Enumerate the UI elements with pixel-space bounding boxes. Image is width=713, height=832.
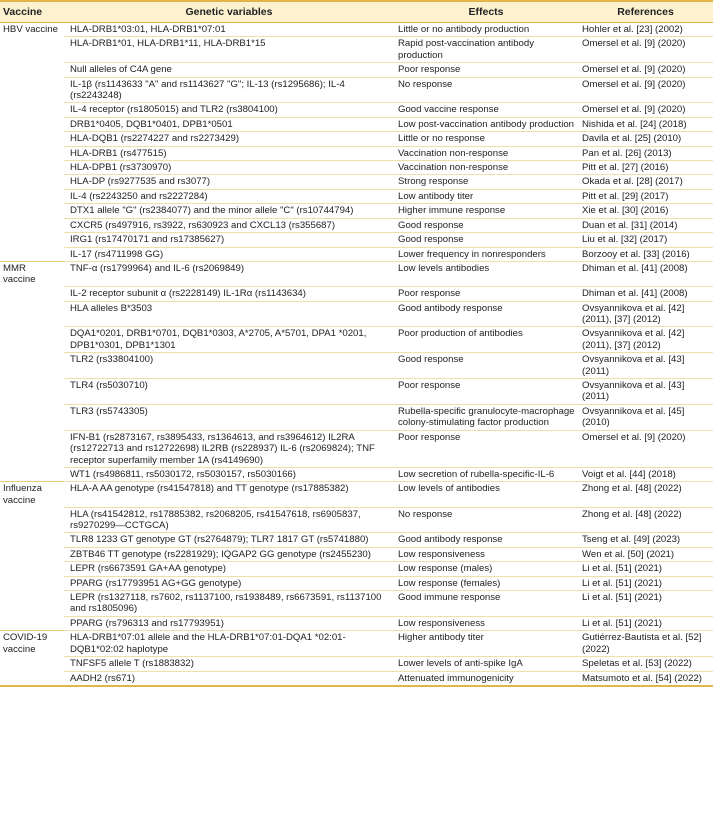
table-row bbox=[0, 63, 713, 77]
vaccine-cell bbox=[0, 353, 64, 379]
genetic-variable-cell: IRG1 (rs17470171 and rs17385627) bbox=[64, 233, 394, 247]
table-row bbox=[0, 353, 713, 379]
genetic-variable-cell: DQA1*0201, DRB1*0701, DQB1*0303, A*2705, A*5701, DPA1 *0201, DPB1*0301, DPB1*1301 bbox=[64, 327, 394, 353]
reference-cell: Pitt et al. [29] (2017) bbox=[578, 189, 713, 203]
reference-cell: Liu et al. [32] (2017) bbox=[578, 233, 713, 247]
effect-cell: No response bbox=[394, 77, 578, 103]
genetic-variable-cell: LEPR (rs6673591 GA+AA genotype) bbox=[64, 562, 394, 576]
vaccine-cell bbox=[0, 430, 64, 467]
vaccine-cell bbox=[0, 218, 64, 232]
reference-cell: Ovsyannikova et al. [42] (2011), [37] (2012) bbox=[578, 327, 713, 353]
genetic-variable-cell: IL-2 receptor subunit α (rs2228149) IL-1Rα (rs1143634) bbox=[64, 287, 394, 301]
reference-cell: Pitt et al. [27] (2016) bbox=[578, 161, 713, 175]
genetic-variable-cell: PPARG (rs796313 and rs17793951) bbox=[64, 616, 394, 630]
vaccine-cell: HBV vaccine bbox=[3, 24, 58, 35]
vaccine-cell bbox=[0, 63, 64, 77]
vaccine-cell bbox=[0, 175, 64, 189]
reference-cell: Nishida et al. [24] (2018) bbox=[578, 117, 713, 131]
reference-cell: Omersel et al. [9] (2020) bbox=[578, 77, 713, 103]
table-row bbox=[0, 146, 713, 160]
genetic-variable-cell: IFN-B1 (rs2873167, rs3895433, rs1364613, and rs3964612) IL2RA (rs12722713 and rs12722698) IL2RB (rs228937) IL-6 (rs2069824); TNF receptor superfamily member 1A (rs4149690) bbox=[64, 430, 394, 467]
effect-cell: Little or no response bbox=[394, 132, 578, 146]
genetic-variable-cell: IL-17 (rs4711998 GG) bbox=[64, 247, 394, 261]
effect-cell: Lower frequency in nonresponders bbox=[394, 247, 578, 261]
reference-cell: Omersel et al. [9] (2020) bbox=[578, 63, 713, 77]
vaccine-cell bbox=[0, 562, 64, 576]
reference-cell: Wen et al. [50] (2021) bbox=[578, 547, 713, 561]
effect-cell: Low responsiveness bbox=[394, 547, 578, 561]
vaccine-cell bbox=[0, 204, 64, 218]
effect-cell: Good antibody response bbox=[394, 301, 578, 327]
genetic-variable-cell: TLR2 (rs33804100) bbox=[64, 353, 394, 379]
genetic-variable-cell: HLA-A AA genotype (rs41547818) and TT genotype (rs17885382) bbox=[64, 482, 394, 507]
table-header bbox=[0, 1, 713, 23]
genetic-variable-cell: HLA-DRB1*01, HLA-DRB1*11, HLA-DRB1*15 bbox=[64, 37, 394, 63]
table-row bbox=[0, 175, 713, 189]
table-row bbox=[0, 218, 713, 232]
effect-cell: Poor response bbox=[394, 63, 578, 77]
genetic-variable-cell: HLA-DRB1*03:01, HLA-DRB1*07:01 bbox=[64, 23, 394, 37]
effect-cell: No response bbox=[394, 507, 578, 533]
vaccine-cell bbox=[0, 404, 64, 430]
genetic-variable-cell: Null alleles of C4A gene bbox=[64, 63, 394, 77]
reference-cell: Okada et al. [28] (2017) bbox=[578, 175, 713, 189]
effect-cell: Poor production of antibodies bbox=[394, 327, 578, 353]
reference-cell: Matsumoto et al. [54] (2022) bbox=[578, 671, 713, 686]
genetic-variable-cell: DRB1*0405, DQB1*0401, DPB1*0501 bbox=[64, 117, 394, 131]
table-body bbox=[0, 23, 713, 686]
genetic-variable-cell: LEPR (rs1327118, rs7602, rs1137100, rs1938489, rs6673591, rs1137100 and rs1805096) bbox=[64, 591, 394, 617]
reference-cell: Duan et al. [31] (2014) bbox=[578, 218, 713, 232]
vaccine-cell bbox=[0, 77, 64, 103]
vaccine-cell bbox=[0, 467, 64, 481]
table-row bbox=[0, 161, 713, 175]
genetic-variable-cell: TLR4 (rs5030710) bbox=[64, 379, 394, 405]
vaccine-cell: COVID-19 vaccine bbox=[0, 631, 64, 657]
table-row bbox=[0, 616, 713, 630]
header-genetic-variables: Genetic variables bbox=[64, 1, 394, 23]
reference-cell: Ovsyannikova et al. [43] (2011) bbox=[578, 353, 713, 379]
genetic-variable-cell: PPARG (rs17793951 AG+GG genotype) bbox=[64, 576, 394, 590]
vaccine-cell bbox=[0, 247, 64, 261]
genetic-variable-cell: IL-1β (rs1143633 "A" and rs1143627 "G"; IL-13 (rs1295686); IL-4 (rs2243248) bbox=[64, 77, 394, 103]
reference-cell: Ovsyannikova et al. [42] (2011), [37] (2012) bbox=[578, 301, 713, 327]
table-row bbox=[0, 189, 713, 203]
vaccine-cell: Influenza vaccine bbox=[0, 482, 64, 507]
table-row bbox=[0, 204, 713, 218]
vaccine-cell bbox=[0, 132, 64, 146]
reference-cell: Dhiman et al. [41] (2008) bbox=[578, 287, 713, 301]
effect-cell: Good response bbox=[394, 233, 578, 247]
genetic-variable-cell: DTX1 allele "G" (rs2384077) and the minor allele "C" (rs10744794) bbox=[64, 204, 394, 218]
vaccine-cell bbox=[0, 117, 64, 131]
table-row bbox=[0, 261, 713, 286]
vaccine-cell bbox=[0, 301, 64, 327]
table-row bbox=[0, 657, 713, 671]
effect-cell: Low response (females) bbox=[394, 576, 578, 590]
reference-cell: Borzooy et al. [33] (2016) bbox=[578, 247, 713, 261]
genetic-variable-cell: ZBTB46 TT genotype (rs2281929); IQGAP2 GG genotype (rs2455230) bbox=[64, 547, 394, 561]
vaccine-cell bbox=[0, 103, 64, 117]
vaccine-cell bbox=[0, 547, 64, 561]
vaccine-cell bbox=[0, 533, 64, 547]
table-row bbox=[0, 482, 713, 507]
effect-cell: Little or no antibody production bbox=[394, 23, 578, 37]
table-row bbox=[0, 103, 713, 117]
effect-cell: Rubella-specific granulocyte-macrophage colony-stimulating factor production bbox=[394, 404, 578, 430]
vaccine-cell bbox=[0, 616, 64, 630]
table-row bbox=[0, 507, 713, 533]
table-row bbox=[0, 37, 713, 63]
effect-cell: Higher immune response bbox=[394, 204, 578, 218]
table-row bbox=[0, 233, 713, 247]
effect-cell: Poor response bbox=[394, 379, 578, 405]
table-row bbox=[0, 77, 713, 103]
vaccine-cell bbox=[0, 37, 64, 63]
reference-cell: Zhong et al. [48] (2022) bbox=[578, 507, 713, 533]
table-row bbox=[0, 467, 713, 481]
effect-cell: Higher antibody titer bbox=[394, 631, 578, 657]
table-row bbox=[0, 547, 713, 561]
effect-cell: Low antibody titer bbox=[394, 189, 578, 203]
effect-cell: Vaccination non-response bbox=[394, 161, 578, 175]
reference-cell: Li et al. [51] (2021) bbox=[578, 591, 713, 617]
genetic-variable-cell: TLR3 (rs5743305) bbox=[64, 404, 394, 430]
reference-cell: Pan et al. [26] (2013) bbox=[578, 146, 713, 160]
genetic-variable-cell: HLA-DP (rs9277535 and rs3077) bbox=[64, 175, 394, 189]
vaccine-cell bbox=[0, 591, 64, 617]
genetic-variable-cell: WT1 (rs4986811, rs5030172, rs5030157, rs5030166) bbox=[64, 467, 394, 481]
effect-cell: Vaccination non-response bbox=[394, 146, 578, 160]
reference-cell: Dhiman et al. [41] (2008) bbox=[578, 261, 713, 286]
table-row bbox=[0, 591, 713, 617]
vaccine-cell bbox=[0, 507, 64, 533]
header-vaccine: Vaccine bbox=[0, 1, 64, 23]
table-row bbox=[0, 301, 713, 327]
table-row bbox=[0, 23, 713, 37]
reference-cell: Ovsyannikova et al. [45] (2010) bbox=[578, 404, 713, 430]
vaccine-cell bbox=[0, 233, 64, 247]
vaccine-cell bbox=[0, 161, 64, 175]
reference-cell: Tseng et al. [49] (2023) bbox=[578, 533, 713, 547]
effect-cell: Low responsiveness bbox=[394, 616, 578, 630]
effect-cell: Low post-vaccination antibody production bbox=[394, 117, 578, 131]
reference-cell: Omersel et al. [9] (2020) bbox=[578, 103, 713, 117]
effect-cell: Good immune response bbox=[394, 591, 578, 617]
vaccine-cell bbox=[0, 576, 64, 590]
effect-cell: Low levels of antibodies bbox=[394, 482, 578, 507]
reference-cell: Hohler et al. [23] (2002) bbox=[578, 23, 713, 37]
effect-cell: Good antibody response bbox=[394, 533, 578, 547]
vaccine-cell bbox=[0, 327, 64, 353]
effect-cell: Poor response bbox=[394, 430, 578, 467]
genetic-variable-cell: TNF-α (rs1799964) and IL-6 (rs2069849) bbox=[64, 261, 394, 286]
genetic-variable-cell: TNFSF5 allele T (rs1883832) bbox=[64, 657, 394, 671]
genetic-variable-cell: CXCR5 (rs497916, rs3922, rs630923 and CXCL13 (rs355687) bbox=[64, 218, 394, 232]
table-row bbox=[0, 430, 713, 467]
genetic-variable-cell: HLA alleles B*3503 bbox=[64, 301, 394, 327]
vaccine-cell bbox=[0, 379, 64, 405]
effect-cell: Good response bbox=[394, 353, 578, 379]
genetic-variable-cell: IL-4 receptor (rs1805015) and TLR2 (rs3804100) bbox=[64, 103, 394, 117]
table-row bbox=[0, 576, 713, 590]
table-row bbox=[0, 671, 713, 686]
reference-cell: Speletas et al. [53] (2022) bbox=[578, 657, 713, 671]
table-row bbox=[0, 404, 713, 430]
reference-cell: Davila et al. [25] (2010) bbox=[578, 132, 713, 146]
effect-cell: Rapid post-vaccination antibody production bbox=[394, 37, 578, 63]
table-row bbox=[0, 132, 713, 146]
genetic-variable-cell: HLA (rs41542812, rs17885382, rs2068205, rs41547618, rs6905837, rs9270299—CCTGCA) bbox=[64, 507, 394, 533]
table-row bbox=[0, 631, 713, 657]
effect-cell: Low levels antibodies bbox=[394, 261, 578, 286]
table-row bbox=[0, 247, 713, 261]
table-row bbox=[0, 117, 713, 131]
reference-cell: Omersel et al. [9] (2020) bbox=[578, 37, 713, 63]
reference-cell: Gutiérrez-Bautista et al. [52] (2022) bbox=[578, 631, 713, 657]
reference-cell: Li et al. [51] (2021) bbox=[578, 616, 713, 630]
vaccine-cell bbox=[0, 671, 64, 686]
effect-cell: Strong response bbox=[394, 175, 578, 189]
effect-cell: Low secretion of rubella-specific-IL-6 bbox=[394, 467, 578, 481]
reference-cell: Zhong et al. [48] (2022) bbox=[578, 482, 713, 507]
effect-cell: Poor response bbox=[394, 287, 578, 301]
effect-cell: Lower levels of anti-spike IgA bbox=[394, 657, 578, 671]
genetic-variable-cell: TLR8 1233 GT genotype GT (rs2764879); TLR7 1817 GT (rs5741880) bbox=[64, 533, 394, 547]
genetic-variable-cell: IL-4 (rs2243250 and rs2227284) bbox=[64, 189, 394, 203]
header-effects: Effects bbox=[394, 1, 578, 23]
table-row bbox=[0, 533, 713, 547]
table-row bbox=[0, 562, 713, 576]
genetic-variable-cell: HLA-DRB1 (rs477515) bbox=[64, 146, 394, 160]
vaccine-cell bbox=[0, 657, 64, 671]
vaccine-cell: MMR vaccine bbox=[0, 261, 64, 286]
effect-cell: Good response bbox=[394, 218, 578, 232]
genetic-variable-cell: HLA-DQB1 (rs2274227 and rs2273429) bbox=[64, 132, 394, 146]
effect-cell: Attenuated immunogenicity bbox=[394, 671, 578, 686]
vaccine-cell bbox=[0, 146, 64, 160]
effect-cell: Low response (males) bbox=[394, 562, 578, 576]
vaccine-cell bbox=[0, 189, 64, 203]
genetic-variable-cell: HLA-DPB1 (rs3730970) bbox=[64, 161, 394, 175]
table-row bbox=[0, 287, 713, 301]
effect-cell: Good vaccine response bbox=[394, 103, 578, 117]
reference-cell: Li et al. [51] (2021) bbox=[578, 576, 713, 590]
reference-cell: Xie et al. [30] (2016) bbox=[578, 204, 713, 218]
header-references: References bbox=[578, 1, 713, 23]
genetic-variable-cell: HLA-DRB1*07:01 allele and the HLA-DRB1*07:01-DQA1 *02:01-DQB1*02:02 haplotype bbox=[64, 631, 394, 657]
table-row bbox=[0, 327, 713, 353]
reference-cell: Li et al. [51] (2021) bbox=[578, 562, 713, 576]
genetic-variable-cell: AADH2 (rs671) bbox=[64, 671, 394, 686]
reference-cell: Voigt et al. [44] (2018) bbox=[578, 467, 713, 481]
vaccine-cell bbox=[0, 287, 64, 301]
reference-cell: Ovsyannikova et al. [43] (2011) bbox=[578, 379, 713, 405]
reference-cell: Omersel et al. [9] (2020) bbox=[578, 430, 713, 467]
table-row bbox=[0, 379, 713, 405]
